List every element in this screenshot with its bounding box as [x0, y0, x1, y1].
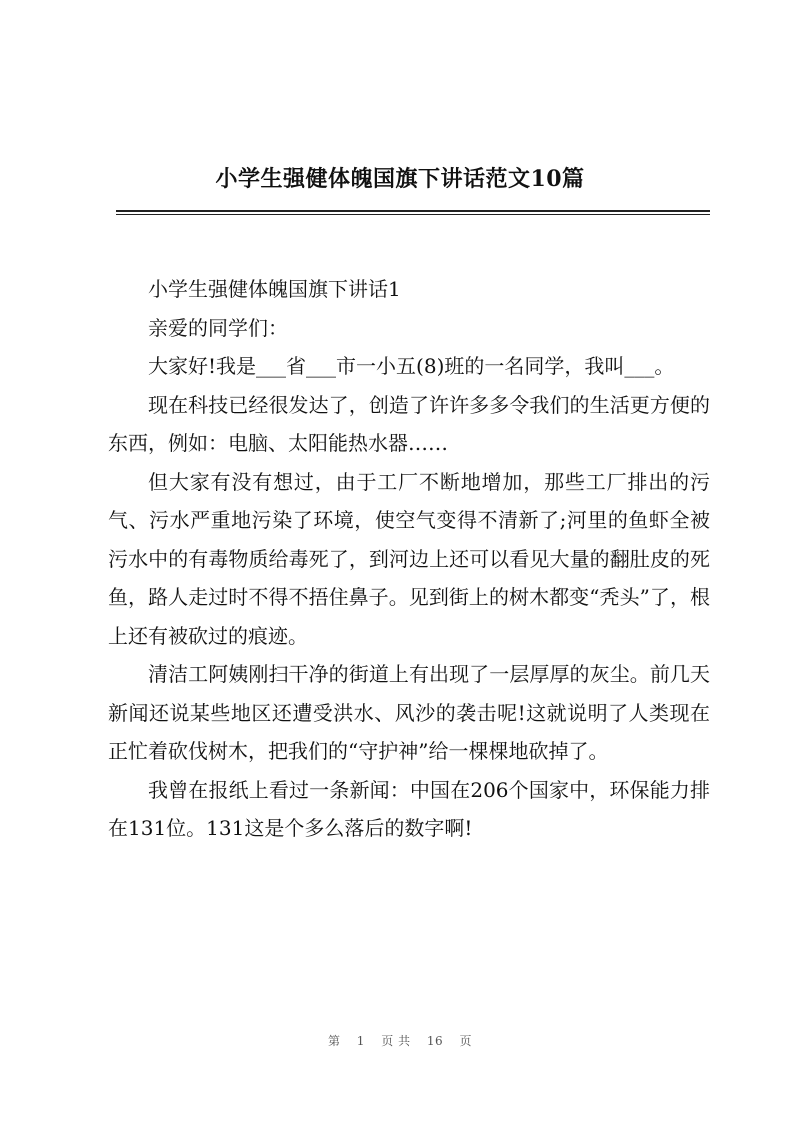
page-footer: [0, 1032, 800, 1049]
footer-label-of: 页 共: [381, 1034, 411, 1048]
footer-label-page: 第: [327, 1034, 341, 1048]
page-title: 小学生强健体魄国旗下讲话范文10篇: [215, 166, 585, 192]
paragraph: 但大家有没有想过，由于工厂不断地增加，那些工厂排出的污气、污水严重地污染了环境，使空气变得不清新了;河里的鱼虾全被污水中的有毒物质给毒死了，到河边上还可以看见大量的翻肚皮的死鱼，路人走过时不得不捂住鼻子。见到街上的树木都变“秃头”了，根上还有被砍过的痕迹。: [108, 469, 710, 648]
paragraph: 我曾在报纸上看过一条新闻：中国在206个国家中，环保能力排在131位。131这是个多么落后的数字啊!: [108, 777, 710, 840]
title-divider: [116, 210, 710, 215]
footer-total-pages: 16: [426, 1034, 444, 1048]
footer-label-pages: 页: [459, 1034, 473, 1048]
document-body: [108, 270, 710, 848]
footer-current-page: 1: [356, 1034, 365, 1048]
section-heading: 小学生强健体魄国旗下讲话1: [148, 277, 401, 301]
salutation: 亲爱的同学们：: [148, 315, 288, 340]
paragraph: 现在科技已经很发达了，创造了许许多多令我们的生活更方便的东西，例如：电脑、太阳能热水器……: [108, 392, 710, 455]
paragraph: 大家好!我是___省___市一小五(8)班的一名同学，我叫___。: [148, 354, 675, 378]
paragraph: 清洁工阿姨刚扫干净的街道上有出现了一层厚厚的灰尘。前几天新闻还说某些地区还遭受洪水、风沙的袭击呢!这就说明了人类现在正忙着砍伐树木，把我们的“守护神”给一棵棵地砍掉了。: [108, 662, 710, 763]
